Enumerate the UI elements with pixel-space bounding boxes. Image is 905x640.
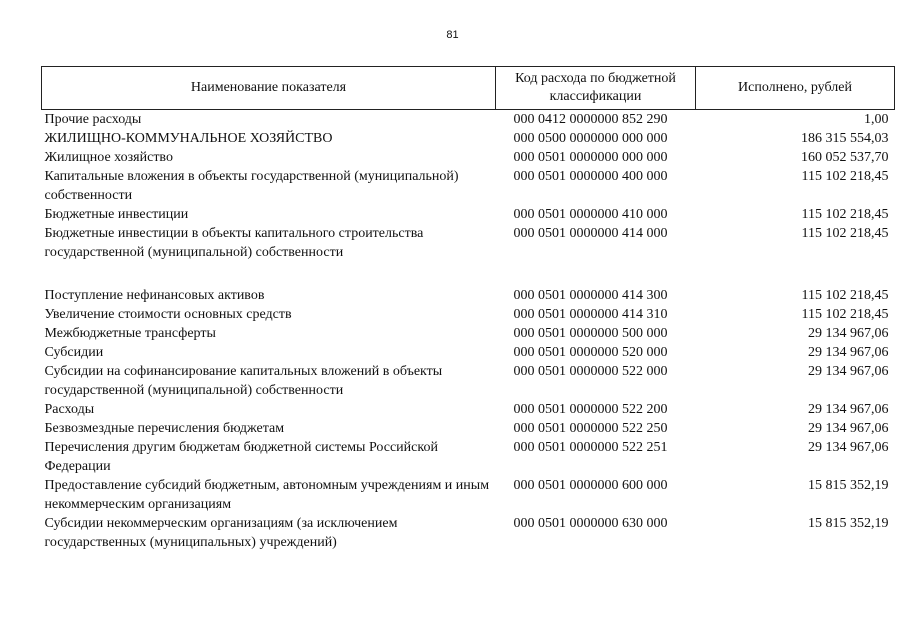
row-expense-code: 000 0501 0000000 400 000 <box>513 169 668 184</box>
row-executed-amount: 29 134 967,06 <box>808 326 889 341</box>
table-row <box>42 400 895 419</box>
row-indicator-name: Бюджетные инвестиции <box>44 207 189 222</box>
budget-execution-table <box>41 66 895 552</box>
row-expense-code: 000 0501 0000000 414 300 <box>513 288 668 303</box>
row-indicator-name: Субсидии на софинансирование капитальных вложений в объекты государственной (муниципальной) собственности <box>44 364 443 398</box>
table-row <box>42 205 895 224</box>
row-executed-amount: 29 134 967,06 <box>808 440 889 455</box>
table-row <box>42 438 895 476</box>
row-executed-amount: 29 134 967,06 <box>808 402 889 417</box>
row-indicator-name: Расходы <box>44 402 95 417</box>
row-executed-amount: 186 315 554,03 <box>801 131 889 146</box>
row-expense-code: 000 0500 0000000 000 000 <box>513 131 668 146</box>
header-executed-amount: Исполнено, рублей <box>696 67 895 110</box>
row-executed-amount: 115 102 218,45 <box>801 307 889 322</box>
row-executed-amount: 115 102 218,45 <box>801 169 889 184</box>
page-number: 81 <box>446 29 459 41</box>
row-executed-amount: 115 102 218,45 <box>801 288 889 303</box>
table-row <box>42 305 895 324</box>
row-executed-amount: 15 815 352,19 <box>808 478 889 493</box>
table-row <box>42 129 895 148</box>
row-indicator-name: Предоставление субсидий бюджетным, автономным учреждениям и иным некоммерческим организациям <box>44 478 490 512</box>
row-expense-code: 000 0501 0000000 414 310 <box>513 307 668 322</box>
header-expense-code: Код расхода по бюджетной классификации <box>496 67 696 110</box>
row-indicator-name: Субсидии <box>44 345 104 360</box>
row-executed-amount: 160 052 537,70 <box>801 150 889 165</box>
row-executed-amount: 15 815 352,19 <box>808 516 889 531</box>
table-header-row <box>42 67 895 110</box>
row-executed-amount: 115 102 218,45 <box>801 207 889 222</box>
row-expense-code: 000 0501 0000000 600 000 <box>513 478 668 493</box>
table-row <box>42 476 895 514</box>
header-indicator-name: Наименование показателя <box>42 67 496 110</box>
table-row <box>42 362 895 400</box>
table-row <box>42 110 895 130</box>
table-row <box>42 514 895 552</box>
table-row <box>42 148 895 167</box>
table-row <box>42 343 895 362</box>
row-expense-code: 000 0501 0000000 522 251 <box>513 440 668 455</box>
row-expense-code: 000 0501 0000000 630 000 <box>513 516 668 531</box>
row-executed-amount: 1,00 <box>864 112 889 127</box>
row-expense-code: 000 0412 0000000 852 290 <box>513 112 668 127</box>
row-executed-amount: 29 134 967,06 <box>808 364 889 379</box>
row-indicator-name: Перечисления другим бюджетам бюджетной системы Российской Федерации <box>44 440 438 474</box>
row-indicator-name: Субсидии некоммерческим организациям (за исключением государственных (муниципальных) учреждений) <box>44 516 398 550</box>
table-row <box>42 419 895 438</box>
row-expense-code: 000 0501 0000000 500 000 <box>513 326 668 341</box>
row-indicator-name: Капитальные вложения в объекты государственной (муниципальной) собственности <box>44 169 459 203</box>
row-indicator-name: Бюджетные инвестиции в объекты капитального строительства государственной (муниципальной) собственности <box>44 226 424 260</box>
row-indicator-name: ЖИЛИЩНО-КОММУНАЛЬНОЕ ХОЗЯЙСТВО <box>44 131 333 146</box>
row-expense-code: 000 0501 0000000 000 000 <box>513 150 668 165</box>
table-row <box>42 224 895 262</box>
row-indicator-name: Безвозмездные перечисления бюджетам <box>44 421 285 436</box>
row-expense-code: 000 0501 0000000 414 000 <box>513 226 668 241</box>
row-indicator-name: Поступление нефинансовых активов <box>44 288 265 303</box>
row-expense-code: 000 0501 0000000 522 000 <box>513 364 668 379</box>
row-executed-amount: 29 134 967,06 <box>808 421 889 436</box>
row-indicator-name: Жилищное хозяйство <box>44 150 173 165</box>
row-indicator-name: Увеличение стоимости основных средств <box>44 307 292 322</box>
row-executed-amount: 115 102 218,45 <box>801 226 889 241</box>
row-expense-code: 000 0501 0000000 410 000 <box>513 207 668 222</box>
row-indicator-name: Межбюджетные трансферты <box>44 326 216 341</box>
table-row <box>42 286 895 305</box>
row-spacer <box>42 262 895 286</box>
row-executed-amount: 29 134 967,06 <box>808 345 889 360</box>
table-row <box>42 324 895 343</box>
row-expense-code: 000 0501 0000000 520 000 <box>513 345 668 360</box>
row-indicator-name: Прочие расходы <box>44 112 142 127</box>
row-expense-code: 000 0501 0000000 522 250 <box>513 421 668 436</box>
table-row <box>42 167 895 205</box>
row-expense-code: 000 0501 0000000 522 200 <box>513 402 668 417</box>
